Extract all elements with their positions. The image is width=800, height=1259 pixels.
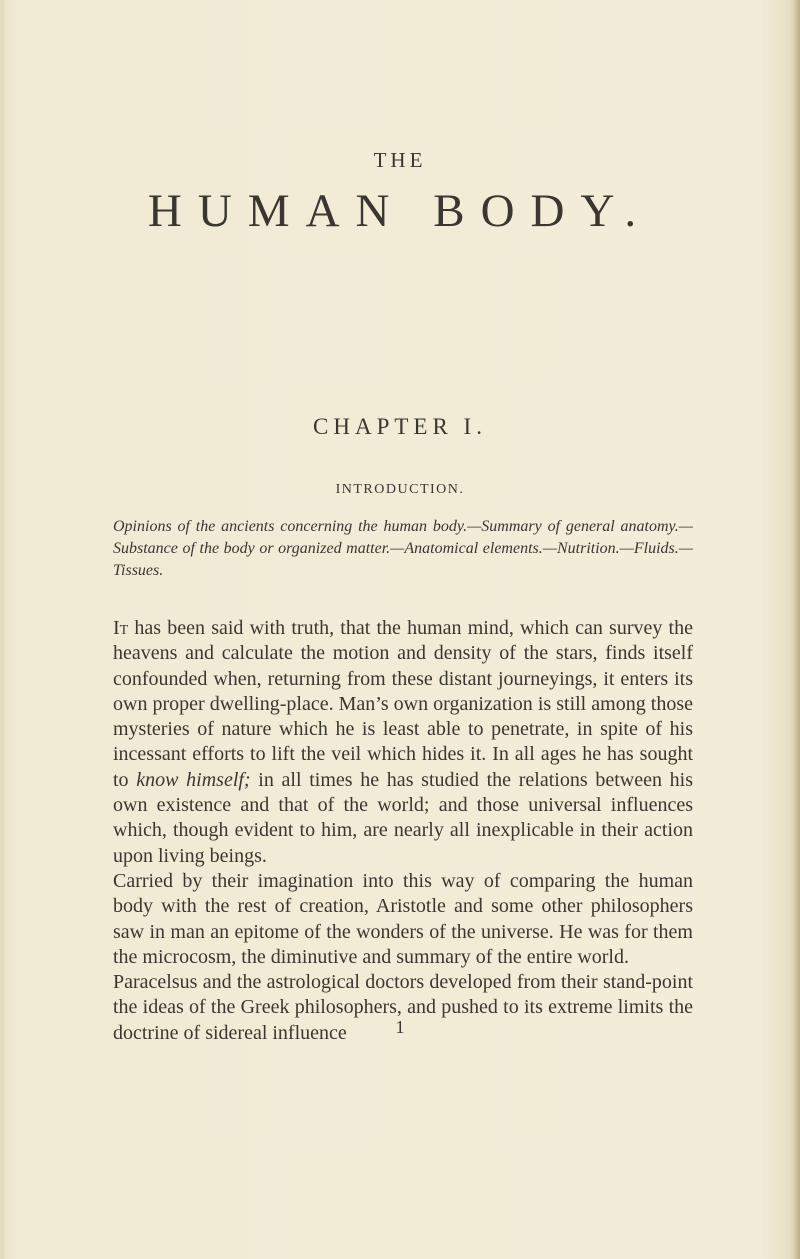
paragraph-2: Carried by their imagination into this way of comparing the human body with the rest of creation, Aristotle and some other philosophers saw in man an epitome of the wonders of the universe. He was for them the microcosm, the diminutive and summary of the entire world. — [113, 869, 693, 968]
title-article: THE — [373, 148, 427, 172]
chapter-heading: CHAPTER I. — [313, 414, 487, 439]
body-text — [113, 616, 693, 1046]
book-title: HUMAN BODY. — [147, 185, 653, 237]
chapter-synopsis: Opinions of the ancients concerning the human body.—Summary of general anatomy.—Substance of the body or organized matter.—Anatomical elements.—Nutrition.—Fluids.—Tissues. — [113, 518, 693, 579]
paragraph-1 — [113, 616, 693, 869]
drop-lead-word: It — [113, 617, 129, 639]
paragraph-3: Paracelsus and the astrological doctors developed from their stand-point the ideas of the Greek philosophers, and pushed to its extreme limits the doctrine of sidereal influence — [113, 971, 693, 1044]
page-number: 1 — [395, 1017, 405, 1037]
paragraph-1-part-2: in all times he has studied the relations between his own existence and that of the world; and those universal influences which, though evident to him, are nearly all inexplicable in their action upon living beings. — [113, 768, 693, 867]
section-heading: INTRODUCTION. — [335, 482, 465, 497]
emphasis-text: know himself; — [136, 768, 251, 791]
paragraph-1-part-1: has been said with truth, that the human mind, which can survey the heavens and calculate the motion and density of the stars, finds itself confounded when, returning from these distant journeyings, it enters its own proper dwelling-place. Man’s own organization is still among those mysteries of nature which he is least able to penetrate, in spite of his incessant efforts to lift the veil which hides it. In all ages he has sought to — [113, 617, 693, 791]
